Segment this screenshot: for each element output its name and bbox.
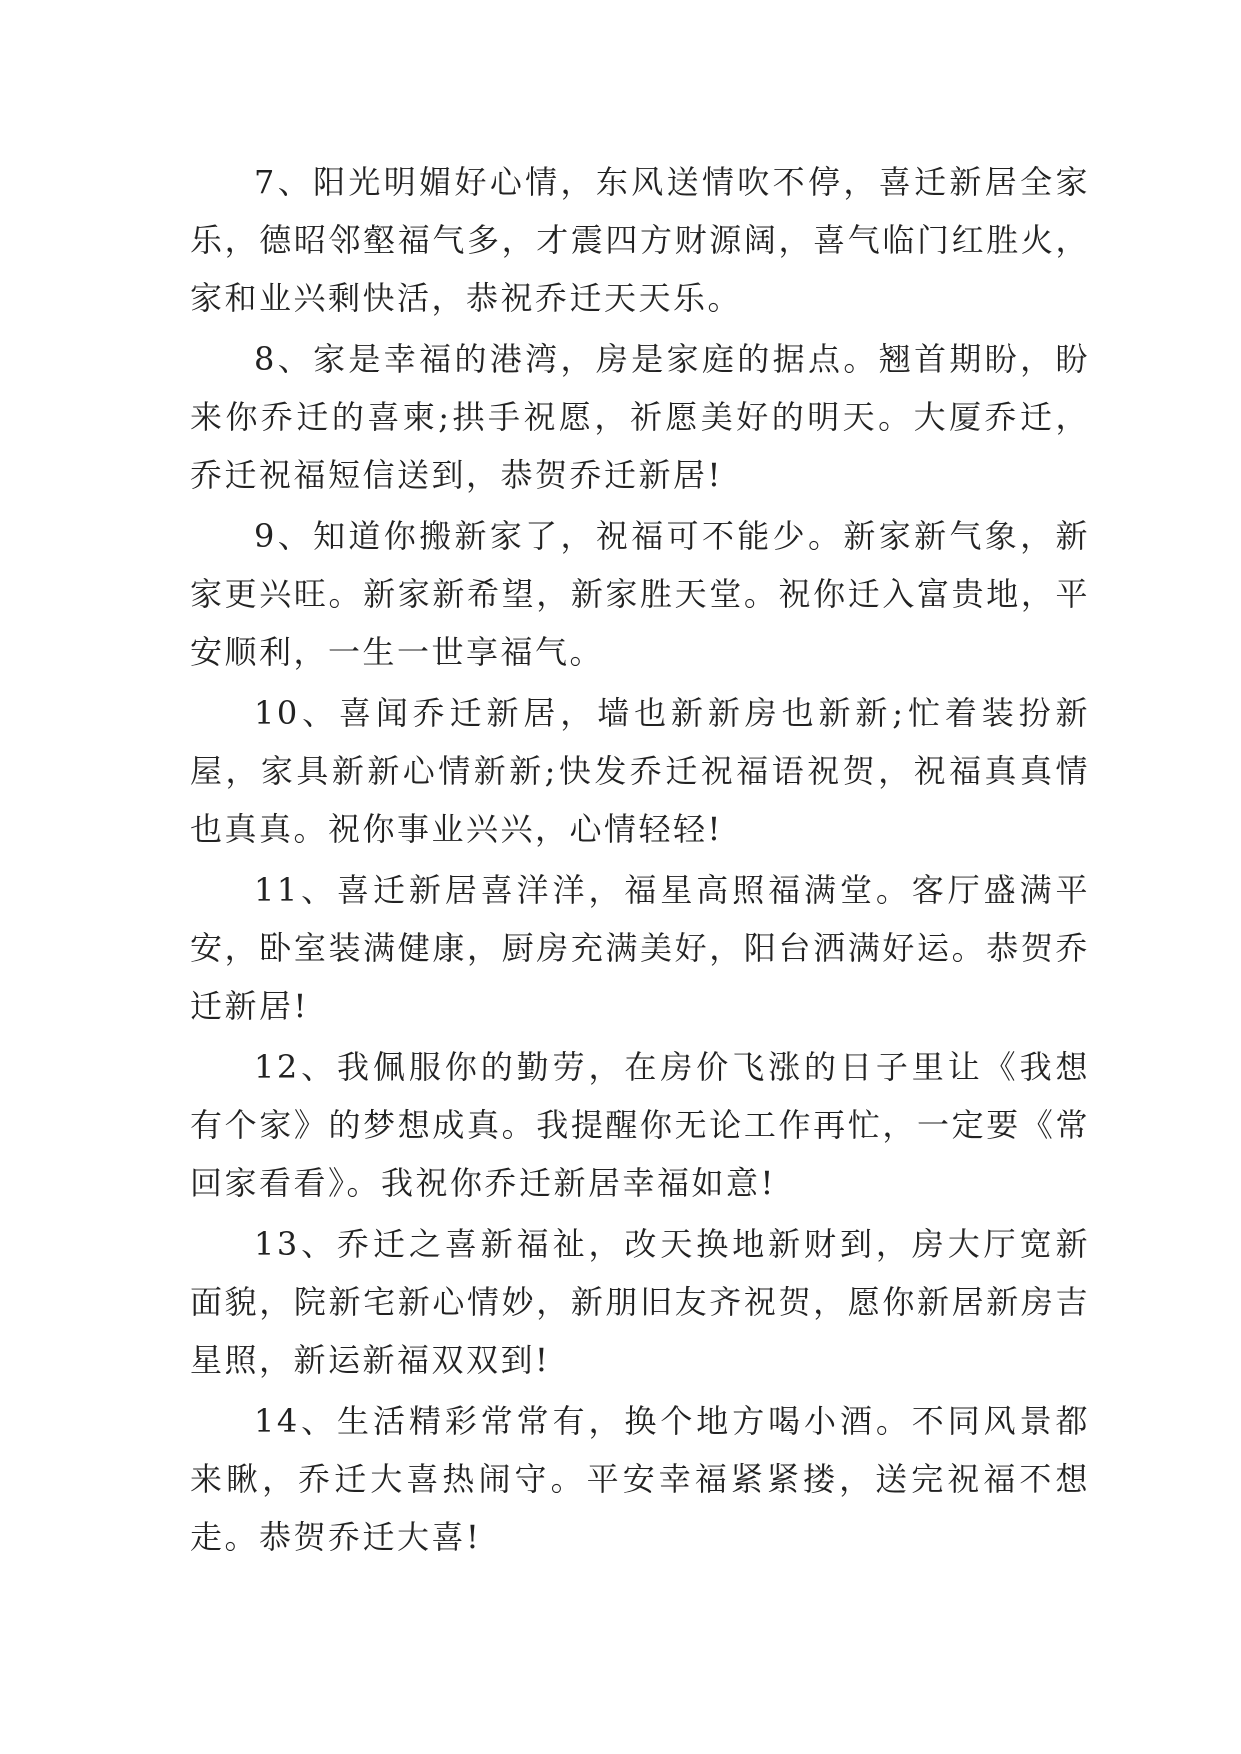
document-body bbox=[190, 153, 1090, 1569]
paragraph-11: 11、喜迁新居喜洋洋，福星高照福满堂。客厅盛满平安，卧室装满健康，厨房充满美好，阳台洒满好运。恭贺乔迁新居! bbox=[190, 871, 1090, 1025]
paragraph-12: 12、我佩服你的勤劳，在房价飞涨的日子里让《我想有个家》的梦想成真。我提醒你无论工作再忙，一定要《常回家看看》。我祝你乔迁新居幸福如意! bbox=[190, 1048, 1090, 1202]
paragraph-13: 13、乔迁之喜新福祉，改天换地新财到，房大厅宽新面貌，院新宅新心情妙，新朋旧友齐祝贺，愿你新居新房吉星照，新运新福双双到! bbox=[190, 1225, 1090, 1379]
paragraph-7: 7、阳光明媚好心情，东风送情吹不停，喜迁新居全家乐，德昭邻壑福气多，才震四方财源阔，喜气临门红胜火，家和业兴剩快活，恭祝乔迁天天乐。 bbox=[190, 163, 1090, 317]
paragraph-9: 9、知道你搬新家了，祝福可不能少。新家新气象，新家更兴旺。新家新希望，新家胜天堂。祝你迁入富贵地，平安顺利，一生一世享福气。 bbox=[190, 517, 1090, 671]
paragraph-14: 14、生活精彩常常有，换个地方喝小酒。不同风景都来瞅，乔迁大喜热闹守。平安幸福紧紧搂，送完祝福不想走。恭贺乔迁大喜! bbox=[190, 1402, 1090, 1556]
paragraph-10: 10、喜闻乔迁新居，墙也新新房也新新;忙着装扮新屋，家具新新心情新新;快发乔迁祝福语祝贺，祝福真真情也真真。祝你事业兴兴，心情轻轻! bbox=[190, 694, 1090, 848]
paragraph-8: 8、家是幸福的港湾，房是家庭的据点。翘首期盼，盼来你乔迁的喜柬;拱手祝愿，祈愿美好的明天。大厦乔迁，乔迁祝福短信送到，恭贺乔迁新居! bbox=[190, 340, 1090, 494]
